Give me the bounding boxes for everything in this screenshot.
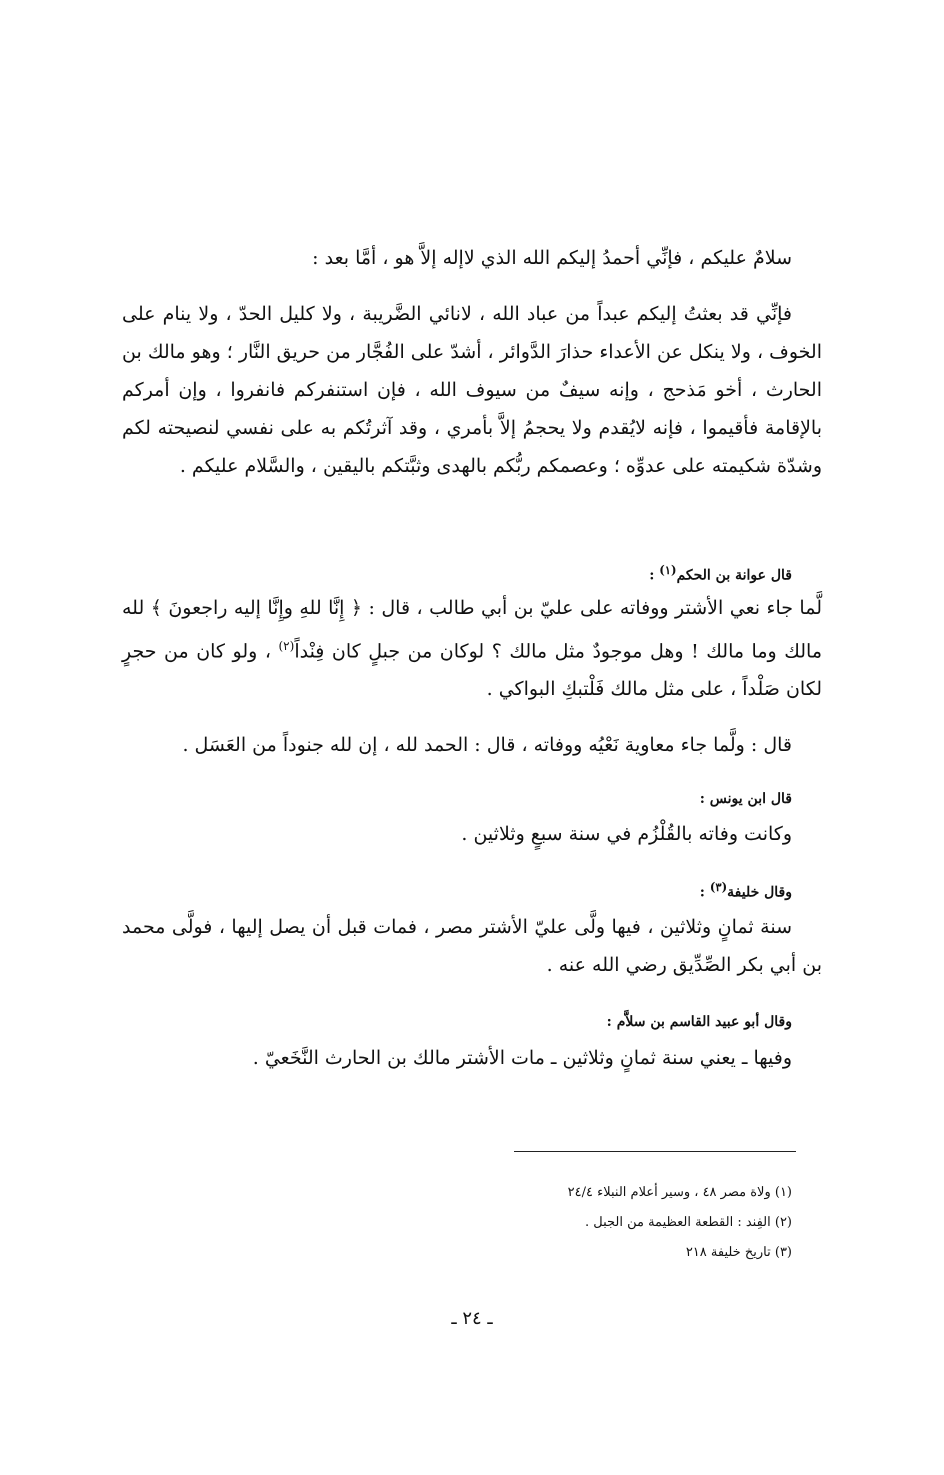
awana-text-end: ، ولو كان من حجرٍ لكان صَلْداً ، على مثل مالك فَلْتبكِ البواكي . xyxy=(122,640,822,701)
abu-ubaid-line: وفيها ـ يعني سنة ثمانٍ وثلاثين ـ مات الأشتر مالك بن الحارث النَّخَعيّ . xyxy=(252,1047,792,1069)
heading-awana-colon: : xyxy=(649,567,660,584)
footnote-divider xyxy=(514,1151,796,1152)
footnote-ref-2: (٢) xyxy=(278,639,295,653)
awana-text: لَّما جاء نعي الأشتر ووفاته على عليّ بن أبي طالب ، قال : ﴿ إِنَّا للهِ وإِنَّا إليه راجعونَ ﴾ لله مالك وما مالك ! وهل موجودٌ مثل مالك ؟ لوكان من جبلٍ كان فِنْداً xyxy=(122,597,822,663)
muawiya-line: قال : ولَّما جاء معاوية نَعْيُه ووفاته ، قال : الحمد لله ، إن لله جنوداً من العَسَل . xyxy=(182,734,792,756)
khalifa-paragraph: سنة ثمانٍ وثلاثين ، فيها ولَّى عليّ الأشتر مصر ، فمات قبل أن يصل إليها ، فولَّى محمد بن أبي بكر الصِّدِّيق رضي الله عنه . xyxy=(122,916,822,976)
footnotes xyxy=(568,1178,792,1268)
footnote-1: (١) ولاة مصر ٤٨ ، وسير أعلام النبلاء ٢٤/٤ xyxy=(567,1185,792,1200)
heading-khalifa-colon: : xyxy=(699,884,710,901)
heading-abu-ubaid: وقال أبو عبيد القاسم بن سلاَّم : xyxy=(606,1014,792,1030)
awana-paragraph xyxy=(122,589,822,708)
opening-line: سلامٌ عليكم ، فإنِّي أحمدُ إليكم الله الذي لاإله إلاَّ هو ، أمَّا بعد : xyxy=(312,247,792,269)
heading-ibn-yunus: قال ابن يونس : xyxy=(699,791,792,807)
heading-awana xyxy=(649,560,792,586)
heading-khalifa-text: وقال خليفة xyxy=(727,884,792,901)
footnote-ref-3: (٣) xyxy=(709,880,728,894)
ibn-yunus-line: وكانت وفاته بالقُلْزُم في سنة سبعٍ وثلاثين . xyxy=(461,823,792,845)
heading-khalifa xyxy=(700,877,792,903)
heading-awana-text: قال عوانة بن الحكم xyxy=(676,567,792,584)
page-number: ـ ٢٤ ـ xyxy=(451,1308,493,1329)
footnote-2: (٢) الفِند : القطعة العظيمة من الجبل . xyxy=(584,1215,792,1230)
footnote-ref-1: (١) xyxy=(659,563,677,577)
footnote-3: (٣) تاريخ خليفة ٢١٨ xyxy=(685,1245,792,1260)
letter-paragraph: فإنِّي قد بعثتُ إليكم عبداً من عباد الله ، لانائي الضَّريبة ، ولا كليل الحدّ ، ولا ينام على الخوف ، ولا ينكل عن الأعداء حذارَ الدَّوائر ، أشدّ على الفُجَّار من حريق النَّار ؛ وهو مالك بن الحارث ، أخو مَذحج ، وإنه سيفٌ من سيوف الله ، فإن استنفركم فانفروا ، وإن أمركم بالإقامة فأقيموا ، فإنه لايُقدم ولا يحجمُ إلاَّ بأمري ، وقد آثرتُكم به على نفسي لنصيحته لكم وشدّة شكيمته على عدوِّه ؛ وعصمكم ربُّكم بالهدى وثبَّتكم باليقين ، والسَّلام عليكم . xyxy=(122,303,822,477)
